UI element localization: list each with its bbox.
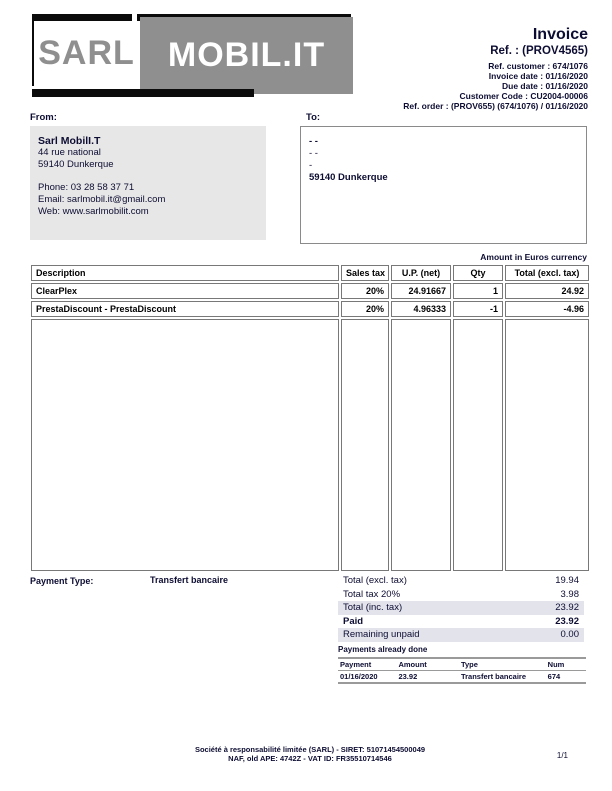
remaining-unpaid-row	[338, 628, 584, 642]
payments-done-title: Payments already done	[338, 645, 428, 654]
invoice-date: Invoice date : 01/16/2020	[488, 71, 588, 81]
from-phone: Phone: 03 28 58 37 71	[38, 182, 135, 193]
invoice-header	[403, 26, 588, 111]
payment-type: Transfert bancaire	[460, 672, 526, 681]
total-value: 19.94	[555, 575, 579, 586]
from-address-box	[30, 126, 266, 240]
from-address-line: 44 rue national	[38, 147, 101, 158]
page-number: 1/1	[556, 751, 568, 760]
total-label: Total (excl. tax)	[343, 575, 407, 586]
total-label: Total (inc. tax)	[343, 602, 403, 613]
payment-date: 01/16/2020	[340, 672, 378, 681]
spacer	[38, 171, 258, 182]
table-row	[31, 301, 589, 317]
paid-row	[338, 615, 584, 629]
invoice-title: Invoice	[532, 26, 588, 43]
item-total: -4.96	[505, 301, 589, 317]
payment-type-value: Transfert bancaire	[150, 575, 229, 585]
to-address-box	[300, 126, 587, 244]
item-up-net: 24.91667	[391, 283, 451, 299]
items-table-wrap	[29, 263, 583, 573]
from-address-line: 59140 Dunkerque	[38, 159, 114, 170]
col-num: Num	[546, 658, 586, 671]
totals-block	[338, 574, 584, 642]
total-excl-tax-row	[338, 574, 584, 588]
total-value: 23.92	[555, 615, 579, 627]
col-description: Description	[31, 265, 339, 281]
payments-done-table	[338, 657, 586, 684]
company-logo	[30, 14, 366, 102]
from-web: Web: www.sarlmobilit.com	[38, 206, 149, 217]
total-label: Paid	[343, 615, 364, 627]
logo-mobilit-box	[140, 17, 353, 94]
invoice-ref-customer: Ref. customer : 674/1076	[488, 61, 588, 71]
item-qty: 1	[453, 283, 503, 299]
items-header-row	[31, 265, 589, 281]
items-table	[29, 263, 591, 573]
to-label: To:	[306, 112, 321, 123]
item-total: 24.92	[505, 283, 589, 299]
col-payment: Payment	[338, 658, 396, 671]
table-row	[338, 671, 586, 684]
col-qty: Qty	[453, 265, 503, 281]
col-total: Total (excl. tax)	[505, 265, 589, 281]
legal-footer	[60, 745, 560, 763]
from-company-name: Sarl MobilI.T	[38, 135, 101, 147]
item-up-net: 4.96333	[391, 301, 451, 317]
logo-mobilit-text: MOBIL.IT	[167, 36, 326, 74]
total-inc-tax-row	[338, 601, 584, 615]
invoice-ref-order: Ref. order : (PROV655) (674/1076) / 01/16/2020	[403, 101, 588, 111]
total-value: 23.92	[555, 602, 579, 613]
item-sales-tax: 20%	[341, 301, 389, 317]
payments-done-block	[338, 645, 586, 684]
from-email: Email: sarlmobil.it@gmail.com	[38, 194, 166, 205]
total-label: Remaining unpaid	[343, 629, 420, 640]
payment-num: 674	[547, 672, 561, 681]
item-description: ClearPlex	[31, 283, 339, 299]
to-line: -	[309, 160, 313, 171]
col-sales-tax: Sales tax	[341, 265, 389, 281]
item-description: PrestaDiscount - PrestaDiscount	[31, 301, 339, 317]
item-qty: -1	[453, 301, 503, 317]
invoice-customer-code: Customer Code : CU2004-00006	[459, 91, 588, 101]
to-line: - -	[309, 148, 318, 159]
from-label: From:	[30, 112, 57, 123]
item-sales-tax: 20%	[341, 283, 389, 299]
footer-line1: Société à responsabilité limitée (SARL) - SIRET: 51071454500049	[194, 745, 426, 754]
to-line: - -	[309, 136, 318, 147]
logo-sarl-box	[32, 21, 139, 86]
col-up-net: U.P. (net)	[391, 265, 451, 281]
total-label: Total tax 20%	[343, 588, 401, 600]
invoice-ref: Ref. : (PROV4565)	[490, 45, 588, 57]
total-tax-row	[338, 588, 584, 602]
col-amount: Amount	[396, 658, 459, 671]
payments-header-row	[338, 658, 586, 671]
footer-line2: NAF, old APE: 4742Z - VAT ID: FR35510714546	[228, 754, 392, 763]
invoice-due-date: Due date : 01/16/2020	[502, 81, 588, 91]
to-city: 59140 Dunkerque	[309, 172, 388, 183]
payment-amount: 23.92	[398, 672, 418, 681]
table-filler-row	[31, 319, 589, 571]
col-type: Type	[459, 658, 546, 671]
table-row	[31, 283, 589, 299]
total-value: 0.00	[560, 629, 579, 640]
payment-type-label: Payment Type:	[30, 576, 94, 586]
logo-sarl-text: SARL	[38, 34, 135, 72]
total-value: 3.98	[560, 588, 579, 600]
currency-note: Amount in Euros currency	[480, 252, 587, 262]
logo-bottom-bar	[32, 89, 254, 97]
logo-top-bar-left	[32, 14, 132, 21]
